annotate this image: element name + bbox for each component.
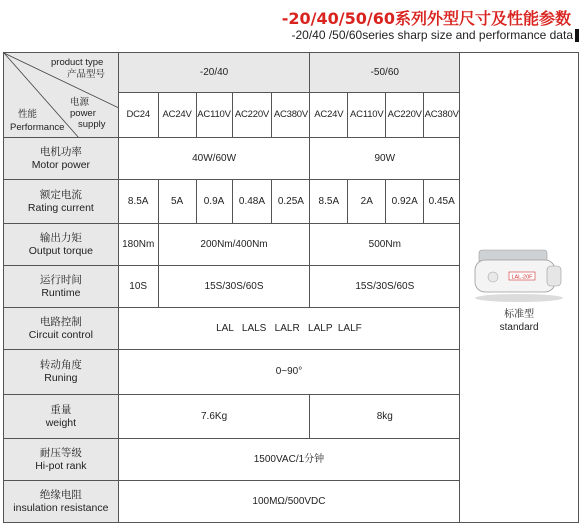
label-en: Output torque bbox=[28, 244, 93, 257]
label-en: weight bbox=[45, 416, 77, 429]
label-cn: 输出力矩 bbox=[39, 231, 82, 244]
current-cell: 0.48A bbox=[232, 180, 272, 224]
product-caption-en: standard bbox=[499, 321, 539, 333]
label-cn: 转动角度 bbox=[39, 359, 82, 371]
label-cn: 重量 bbox=[50, 403, 72, 416]
current-cell: 8.5A bbox=[310, 180, 348, 224]
label-en: Motor power bbox=[31, 158, 91, 171]
spec-table bbox=[3, 52, 579, 523]
product-caption-cn: 标准型 bbox=[504, 308, 535, 320]
current-cell: 2A bbox=[348, 180, 386, 224]
torque-a: 200Nm/400Nm bbox=[158, 224, 310, 266]
voltage-ac24v-b: AC24V bbox=[310, 93, 348, 138]
row-label-running bbox=[4, 350, 119, 395]
table-header-diagonal-cell bbox=[4, 53, 119, 138]
label-cn: 运行时间 bbox=[39, 273, 82, 286]
row-label-motor-power bbox=[4, 138, 119, 180]
voltage-ac380v-b: AC380V bbox=[424, 93, 460, 138]
label-cn: 耐压等级 bbox=[39, 446, 82, 459]
motor-power-b: 90W bbox=[310, 138, 460, 180]
power-label-cn: 电源 bbox=[70, 97, 90, 108]
insulation-value: 100MΩ/500VDC bbox=[118, 481, 459, 523]
row-label-hipot bbox=[4, 439, 119, 481]
current-cell: 8.5A bbox=[118, 180, 158, 224]
label-en: insulation resistance bbox=[13, 501, 109, 514]
label-en: Hi-pot rank bbox=[35, 459, 87, 472]
power-label-en-1: power bbox=[70, 108, 96, 119]
voltage-ac220v-b: AC220V bbox=[386, 93, 424, 138]
svg-text:LAL-20F: LAL-20F bbox=[511, 274, 533, 280]
label-cn: 额定电流 bbox=[39, 188, 82, 201]
row-label-weight bbox=[4, 395, 119, 439]
actuator-image bbox=[469, 242, 569, 304]
voltage-ac110v-b: AC110V bbox=[348, 93, 386, 138]
voltage-ac380v-a: AC380V bbox=[272, 93, 310, 138]
row-label-circuit-control bbox=[4, 308, 119, 350]
torque-dc: 180Nm bbox=[118, 224, 158, 266]
current-cell: 0.92A bbox=[386, 180, 424, 224]
runtime-a: 15S/30S/60S bbox=[158, 266, 310, 308]
current-cell: 0.9A bbox=[196, 180, 232, 224]
label-cn: 绝缘电阻 bbox=[39, 488, 82, 501]
weight-a: 7.6Kg bbox=[118, 395, 310, 439]
voltage-dc24: DC24 bbox=[118, 93, 158, 138]
weight-b: 8kg bbox=[310, 395, 460, 439]
power-label-en-2: supply bbox=[78, 119, 106, 130]
product-type-label-en: product type bbox=[51, 57, 104, 68]
row-label-output-torque bbox=[4, 224, 119, 266]
torque-b: 500Nm bbox=[310, 224, 460, 266]
group-header-20-40: -20/40 bbox=[118, 53, 310, 93]
row-label-rating-current bbox=[4, 180, 119, 224]
voltage-ac110v-a: AC110V bbox=[196, 93, 232, 138]
current-cell: 0.45A bbox=[424, 180, 460, 224]
title-marker bbox=[575, 29, 579, 42]
voltage-ac220v-a: AC220V bbox=[232, 93, 272, 138]
label-cn: 电机功率 bbox=[39, 145, 82, 158]
label-en: Runtime bbox=[41, 286, 81, 299]
current-cell: 5A bbox=[158, 180, 196, 224]
product-type-label-cn: 产品型号 bbox=[67, 69, 106, 80]
row-label-runtime bbox=[4, 266, 119, 308]
hipot-value: 1500VAC/1分钟 bbox=[118, 439, 459, 481]
performance-label-en: Performance bbox=[10, 122, 65, 133]
group-header-50-60: -50/60 bbox=[310, 53, 460, 93]
label-en: Runing bbox=[44, 372, 78, 384]
runtime-dc: 10S bbox=[118, 266, 158, 308]
running-angle-value: 0~90° bbox=[118, 350, 459, 395]
current-cell: 0.25A bbox=[272, 180, 310, 224]
row-label-insulation bbox=[4, 481, 119, 523]
label-en: Circuit control bbox=[28, 328, 93, 341]
page-title-en: -20/40 /50/60series sharp size and performance data bbox=[291, 28, 573, 42]
label-en: Rating current bbox=[27, 201, 94, 214]
voltage-ac24v-a: AC24V bbox=[158, 93, 196, 138]
product-image-cell bbox=[460, 53, 579, 523]
performance-label-cn: 性能 bbox=[18, 109, 38, 120]
page-title-cn: -20/40/50/60系列外型尺寸及性能参数 bbox=[281, 9, 571, 28]
motor-power-a: 40W/60W bbox=[118, 138, 310, 180]
runtime-b: 15S/30S/60S bbox=[310, 266, 460, 308]
circuit-control-value: LAL LALS LALR LALP LALF bbox=[118, 308, 459, 350]
label-cn: 电路控制 bbox=[39, 315, 82, 328]
